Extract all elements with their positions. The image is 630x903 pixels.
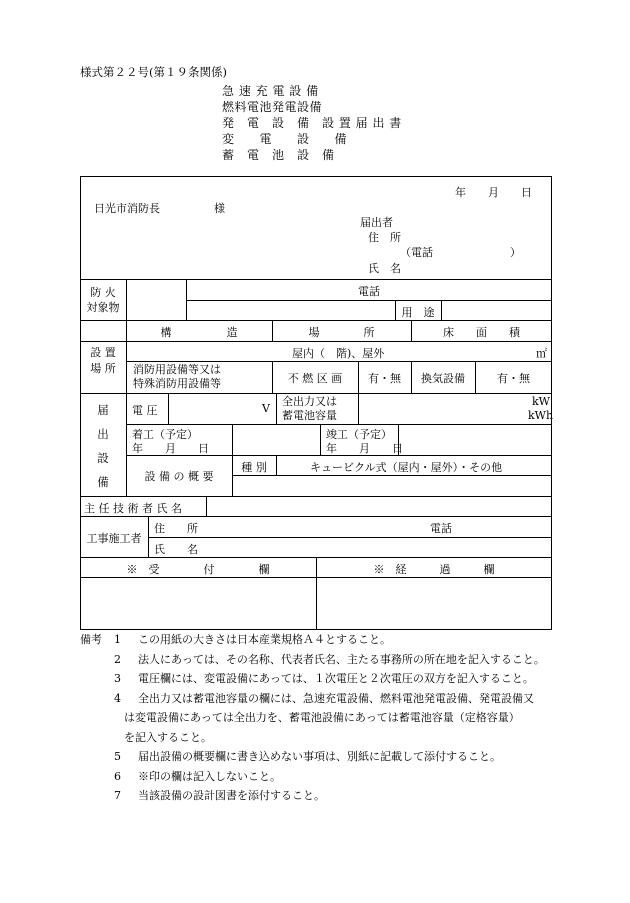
note-5: 5 届出設備の概要欄に書き込めない事項は、別紙に記載して添付すること。 bbox=[114, 750, 501, 763]
fireproof-yes-no: 有・無 bbox=[368, 372, 401, 385]
notified-equipment-label: 届 出 設 備 bbox=[97, 403, 109, 489]
addressee: 日光市消防長 bbox=[94, 202, 160, 215]
notes-label: 備考 bbox=[80, 633, 102, 646]
note-4: 4 全出力又は蓄電池容量の欄には、急速充電設備、燃料電池発電設備、発電設備又 bbox=[114, 691, 534, 705]
structure-header: 構 造 bbox=[160, 326, 238, 339]
name-label: 氏 名 bbox=[368, 262, 401, 275]
construction-start-date: 年 月 日 bbox=[132, 442, 209, 455]
note-4-cont-2: を記入すること。 bbox=[124, 730, 212, 744]
floor-area-header: 床 面 積 bbox=[443, 326, 520, 339]
reception-column-label: ※ 受 付 欄 bbox=[126, 563, 270, 576]
type-label: 種 別 bbox=[241, 461, 267, 474]
sama: 様 bbox=[214, 202, 225, 215]
chief-engineer-label: 主 任 技 術 者 氏 名 bbox=[84, 502, 182, 515]
title-line-2: 燃料電池発電設備 bbox=[222, 100, 323, 114]
title-line-1: 急 速 充 電 設 備 bbox=[222, 84, 319, 98]
applicant-label: 届出者 bbox=[360, 216, 393, 229]
note-7: 7 当該設備の設計図書を添付すること。 bbox=[114, 789, 325, 802]
date-field: 年 月 日 bbox=[455, 186, 532, 199]
form-number: 様式第２２号(第１９条関係) bbox=[80, 65, 227, 79]
voltage-label: 電 圧 bbox=[132, 404, 158, 417]
volt-unit: V bbox=[262, 402, 270, 415]
use-label: 用 途 bbox=[401, 306, 435, 319]
completion-date: 年 月 日 bbox=[326, 442, 403, 455]
note-6: 6 ※印の欄は記入しないこと。 bbox=[114, 769, 281, 783]
construction-start-label: 着工（予定） bbox=[132, 428, 198, 441]
fire-equipment-label: 消防用設備等又は 特殊消防用設備等 bbox=[133, 363, 221, 390]
fireproof-section-label: 不 燃 区 画 bbox=[287, 372, 343, 385]
kwh-unit: kWh bbox=[528, 409, 554, 422]
phone-cell-label: 電話 bbox=[358, 285, 380, 298]
contractor-address-label: 住 所 bbox=[154, 522, 198, 535]
address-label: 住 所 bbox=[368, 231, 401, 244]
phone-label: （電話 ） bbox=[400, 246, 521, 259]
installation-location-label: 設 置 場 所 bbox=[90, 346, 116, 375]
ventilation-label: 換気設備 bbox=[421, 372, 465, 385]
kw-unit: kW bbox=[532, 395, 550, 408]
title-line-4: 変 電 設 備 bbox=[222, 132, 348, 146]
location-header: 場 所 bbox=[308, 326, 375, 339]
note-1: 備考 1 この用紙の大きさは日本産業規格Ａ４とすること。 bbox=[80, 630, 600, 650]
indoor-outdoor: 屋内（ 階)、屋外 bbox=[292, 347, 385, 360]
ventilation-yes-no: 有・無 bbox=[497, 372, 530, 385]
note-2: 2 法人にあっては、その名称、代表者氏名、主たる事務所の所在地を記入すること。 bbox=[114, 652, 545, 666]
note-3: 3 電圧欄には、変電設備にあっては、１次電圧と２次電圧の双方を記入すること。 bbox=[114, 672, 534, 685]
completion-label: 竣工（予定） bbox=[326, 428, 392, 441]
m2-unit: ㎡ bbox=[536, 347, 547, 360]
notes-section bbox=[80, 630, 600, 806]
contractor-name-label: 氏 名 bbox=[154, 543, 198, 556]
equipment-overview-label: 設 備 の 概 要 bbox=[144, 470, 214, 483]
note-4-cont-1: は変電設備にあっては全出力を、蓄電池設備にあっては蓄電池容量（定格容量） bbox=[124, 711, 520, 724]
title-line-5: 蓄 電 池 設 備 bbox=[222, 148, 335, 162]
title-line-3: 発 電 設 備 設 置 届 出 書 bbox=[222, 116, 402, 130]
cubicle-type: キュービクル式（屋内・屋外）・その他 bbox=[310, 461, 503, 474]
contractor-phone-label: 電話 bbox=[430, 522, 452, 535]
fire-object-label: 防 火 対象物 bbox=[86, 286, 120, 314]
progress-column-label: ※ 経 過 欄 bbox=[373, 563, 495, 576]
contractor-label: 工事施工者 bbox=[86, 532, 142, 545]
output-capacity-label: 全出力又は 蓄電池容量 bbox=[282, 395, 337, 422]
